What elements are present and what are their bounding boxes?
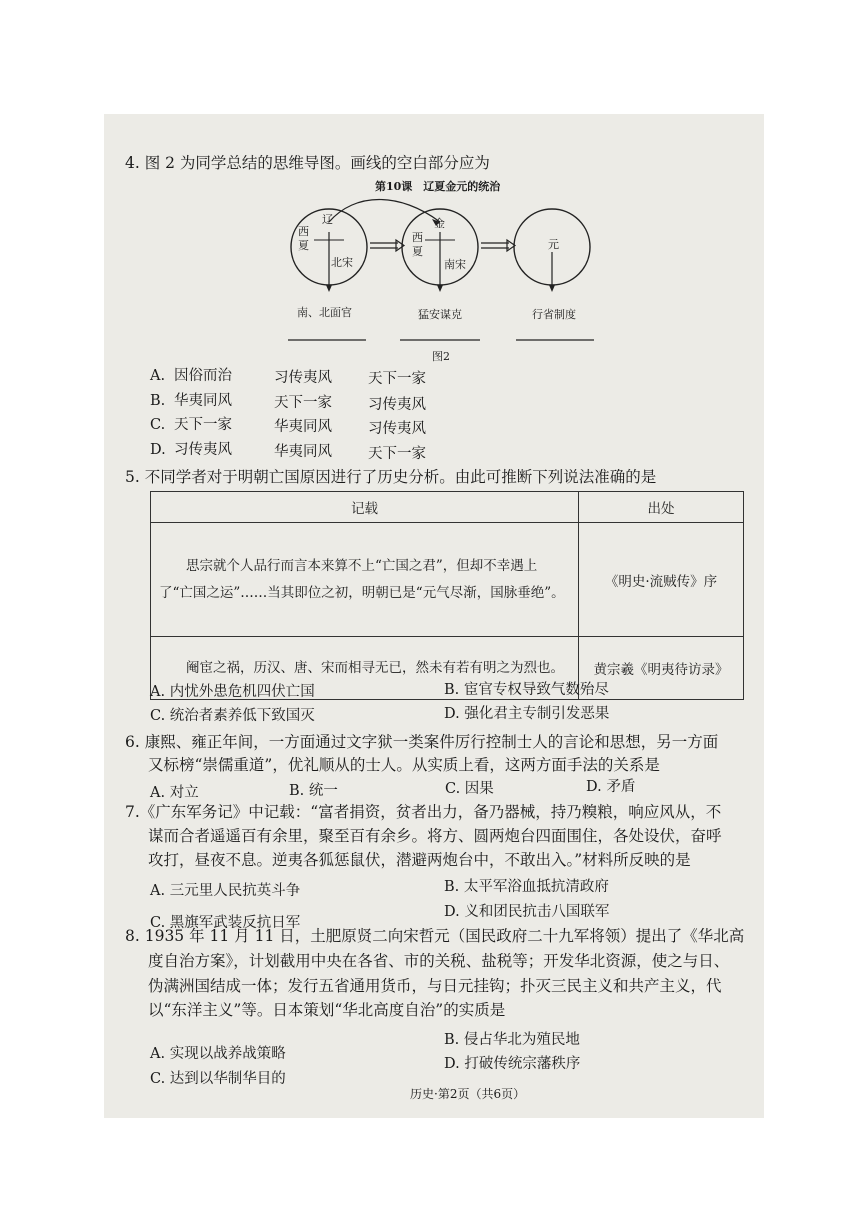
c2-right: 南宋	[444, 258, 466, 271]
label-1: 南、北面官	[297, 306, 352, 319]
page-footer: 历史·第2页（共6页）	[410, 1087, 526, 1101]
q7-option-b: B. 太平军浴血抵抗清政府	[444, 879, 609, 895]
c1-right: 北宋	[331, 256, 353, 269]
q7-option-a: A. 三元里人民抗英斗争	[150, 883, 301, 899]
q8-option-d: D. 打破传统宗藩秩序	[444, 1056, 581, 1072]
q8-line2: 度自治方案》，计划截用中央在各省、市的关税、盐税等；开发华北资源，使之与日、	[148, 952, 730, 970]
record-2: 阉宦之祸，历汉、唐、宋而相寻无已，然未有若有明之为烈也。	[151, 637, 579, 700]
q8-line1: 8. 1935 年 11 月 11 日，土肥原贤二向宋哲元（国民政府二十九军将领）提出了《华北高	[125, 927, 745, 945]
c1-left: 西 夏	[298, 225, 309, 252]
q7-line1: 7.《广东军务记》中记载：“富者捐资，贫者出力，备乃器械，持乃糗粮，响应风从，不	[125, 803, 722, 821]
c1-top: 辽	[322, 213, 333, 226]
figure-caption: 图2	[432, 350, 450, 363]
q7-line3: 攻打，昼夜不息。逆夷各狐惩鼠伏，潜避两炮台中，不敢出入。”材料所反映的是	[148, 851, 691, 869]
q8-line3: 伪满洲国结成一体；发行五省通用货币，与日元挂钩；扑灭三民主义和共产主义，代	[148, 977, 722, 995]
q6-option-b: B. 统一	[289, 783, 338, 799]
q5-option-b: B. 宦官专权导致气数殆尽	[444, 682, 609, 698]
header-record: 记载	[151, 492, 579, 523]
q6-line1: 6. 康熙、雍正年间，一方面通过文字狱一类案件厉行控制士人的言论和思想，另一方面	[125, 733, 719, 751]
q5-option-c: C. 统治者素养低下致国灭	[150, 708, 315, 724]
q8-option-a: A. 实现以战养战策略	[150, 1046, 286, 1062]
q8-line4: 以“东洋主义”等。日本策划“华北高度自治”的实质是	[148, 1001, 506, 1019]
q4-diagram-title: 第10课 辽夏金元的统治	[375, 180, 501, 193]
label-2: 猛安谋克	[418, 308, 462, 321]
q8-option-b: B. 侵占华北为殖民地	[444, 1032, 580, 1048]
record-1: 思宗就个人品行而言本来算不上“亡国之君”，但却不幸遇上了“亡国之运”……当其即位之初，明朝已是“元气尽渐，国脉垂绝”。	[151, 523, 579, 637]
source-2: 黄宗羲《明夷待访录》	[579, 637, 744, 700]
c3-top: 元	[548, 238, 559, 251]
q5-stem: 5. 不同学者对于明朝亡国原因进行了历史分析。由此可推断下列说法准确的是	[125, 468, 657, 486]
header-source: 出处	[579, 492, 744, 523]
q7-line2: 谋而合者遥遥百有余里，聚至百有余乡。将方、圆两炮台四面围住，各处设伏，奋呼	[148, 827, 722, 845]
q6-option-c: C. 因果	[445, 781, 494, 797]
q6-option-a: A. 对立	[150, 785, 199, 801]
q7-option-d: D. 义和团民抗击八国联军	[444, 904, 610, 920]
q6-line2: 又标榜“崇儒重道”，优礼顺从的士人。从实质上看，这两方面手法的关系是	[148, 756, 660, 774]
q7-option-c: C. 黑旗军武装反抗日军	[150, 915, 301, 931]
q6-option-d: D. 矛盾	[586, 779, 636, 795]
q4-stem: 4. 图 2 为同学总结的思维导图。画线的空白部分应为	[125, 154, 490, 172]
q5-option-d: D. 强化君主专制引发恶果	[444, 706, 610, 722]
label-3: 行省制度	[532, 308, 576, 321]
source-1: 《明史·流贼传》序	[579, 523, 744, 637]
q5-table	[150, 491, 744, 700]
q8-option-c: C. 达到以华制华目的	[150, 1071, 286, 1087]
q5-option-a: A. 内忧外患危机四伏亡国	[150, 684, 315, 700]
c2-left: 西 夏	[412, 231, 423, 258]
c2-top: 金	[434, 217, 445, 230]
